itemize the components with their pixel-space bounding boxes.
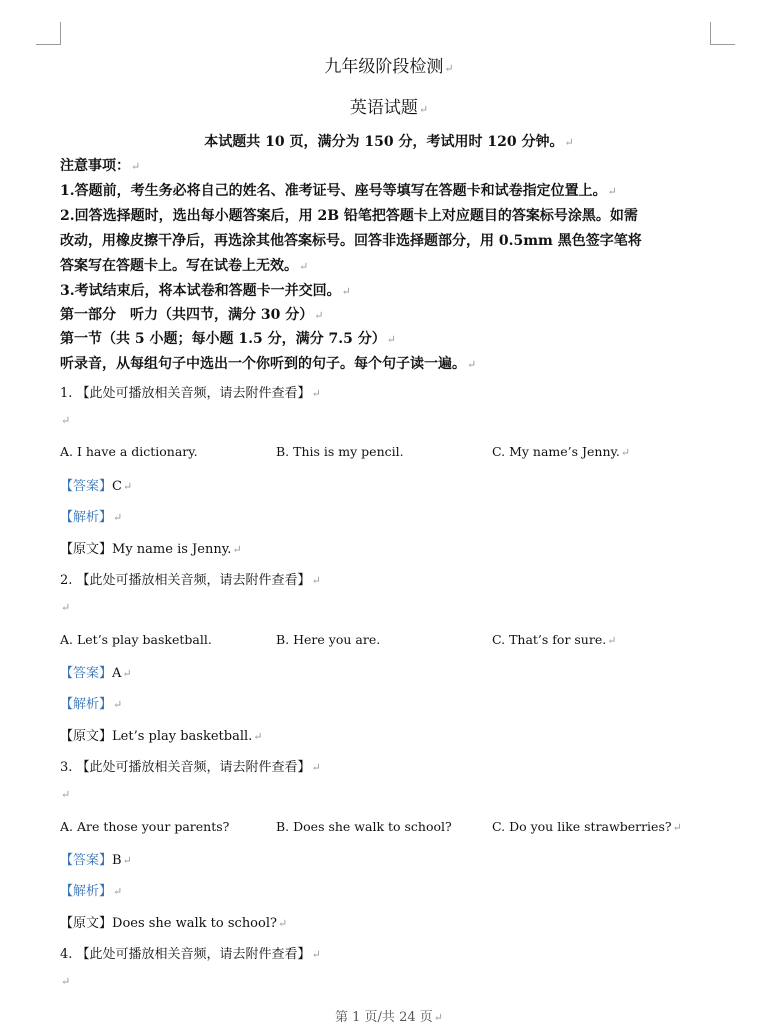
option-c: C. My name’s Jenny.↵ — [492, 444, 631, 459]
option-a: A. Let’s play basketball. — [60, 632, 212, 647]
paragraph-mark-icon: ↵ — [61, 601, 71, 614]
paragraph-mark-icon: ↵ — [61, 788, 71, 801]
paragraph-mark-icon: ↵ — [61, 414, 71, 427]
exam-info: 本试题共 10 页，满分为 150 分，考试用时 120 分钟。↵ — [204, 134, 574, 150]
analysis-line: 【解析】↵ — [60, 884, 123, 899]
paragraph-mark-icon: ↵ — [386, 333, 396, 346]
paragraph-mark-icon: ↵ — [299, 260, 309, 273]
paragraph-mark-icon: ↵ — [131, 160, 141, 173]
empty-paragraph — [60, 787, 70, 802]
analysis-line: 【解析】↵ — [60, 510, 123, 525]
question-audio: 2. 【此处可播放相关音频，请去附件查看】↵ — [60, 573, 321, 588]
notice-item: 改动，用橡皮擦干净后，再选涂其他答案标号。回答非选择题部分，用 0.5mm 黑色签字笔将 — [60, 233, 642, 249]
question-audio: 4. 【此处可播放相关音频，请去附件查看】↵ — [60, 947, 321, 962]
corner-mark-top-left — [36, 22, 61, 45]
option-b: B. Does she walk to school? — [276, 819, 452, 834]
paragraph-mark-icon: ↵ — [277, 917, 288, 930]
notice-item: 1.答题前，考生务必将自己的姓名、准考证号、座号等填写在答题卡和试卷指定位置上。↵ — [60, 183, 617, 199]
paragraph-mark-icon: ↵ — [232, 543, 242, 556]
paragraph-mark-icon: ↵ — [314, 309, 324, 322]
analysis-line: 【解析】↵ — [60, 697, 123, 712]
original-text-line: 【原文】Let’s play basketball.↵ — [60, 729, 263, 744]
original-text-line: 【原文】My name is Jenny.↵ — [60, 542, 242, 557]
paragraph-mark-icon: ↵ — [122, 854, 132, 867]
paragraph-mark-icon: ↵ — [253, 730, 263, 743]
paragraph-mark-icon: ↵ — [433, 1011, 443, 1024]
question-audio: 1. 【此处可播放相关音频，请去附件查看】↵ — [60, 386, 321, 401]
paragraph-mark-icon: ↵ — [311, 574, 321, 587]
paragraph-mark-icon: ↵ — [113, 885, 123, 898]
corner-mark-top-right — [710, 22, 735, 45]
page-number-footer: 第 1 页/共 24 页↵ — [335, 1010, 443, 1025]
paragraph-mark-icon: ↵ — [311, 387, 321, 400]
paragraph-mark-icon: ↵ — [122, 480, 133, 493]
notice-item: 3.考试结束后，将本试卷和答题卡一并交回。↵ — [60, 283, 351, 299]
option-b: B. This is my pencil. — [276, 444, 404, 459]
paragraph-mark-icon: ↵ — [61, 975, 71, 988]
notice-item: 2.回答选择题时，选出每小题答案后，用 2B 铅笔把答题卡上对应题目的答案标号涂黑。如需 — [60, 208, 638, 224]
section-heading: 第一节（共 5 小题；每小题 1.5 分，满分 7.5 分）↵ — [60, 331, 396, 347]
paragraph-mark-icon: ↵ — [607, 185, 617, 198]
answer-line: 【答案】C↵ — [60, 479, 133, 494]
original-text-line: 【原文】Does she walk to school?↵ — [60, 916, 288, 931]
paragraph-mark-icon: ↵ — [113, 698, 123, 711]
paragraph-mark-icon: ↵ — [311, 948, 321, 961]
section-instruction: 听录音，从每组句子中选出一个你听到的句子。每个句子读一遍。↵ — [60, 356, 477, 372]
subject-title: 英语试题↵ — [349, 98, 429, 118]
paragraph-mark-icon: ↵ — [672, 821, 682, 834]
option-c: C. Do you like strawberries?↵ — [492, 819, 682, 834]
option-b: B. Here you are. — [276, 632, 381, 647]
paragraph-mark-icon: ↵ — [311, 761, 321, 774]
empty-paragraph — [60, 974, 70, 989]
paragraph-mark-icon: ↵ — [122, 667, 132, 680]
notice-item: 答案写在答题卡上。写在试卷上无效。↵ — [60, 258, 309, 274]
paragraph-mark-icon: ↵ — [418, 103, 429, 116]
part-heading: 第一部分 听力（共四节，满分 30 分）↵ — [60, 307, 324, 323]
paragraph-mark-icon: ↵ — [607, 634, 617, 647]
paragraph-mark-icon: ↵ — [564, 136, 574, 149]
answer-line: 【答案】A↵ — [60, 666, 132, 681]
question-audio: 3. 【此处可播放相关音频，请去附件查看】↵ — [60, 760, 321, 775]
empty-paragraph — [60, 413, 70, 428]
paragraph-mark-icon: ↵ — [341, 285, 351, 298]
option-a: A. I have a dictionary. — [60, 444, 198, 459]
paragraph-mark-icon: ↵ — [113, 511, 123, 524]
paragraph-mark-icon: ↵ — [444, 62, 454, 75]
option-a: A. Are those your parents? — [60, 819, 230, 834]
option-c: C. That’s for sure.↵ — [492, 632, 617, 647]
document-title: 九年级阶段检测↵ — [324, 57, 454, 77]
paragraph-mark-icon: ↵ — [467, 358, 477, 371]
paragraph-mark-icon: ↵ — [620, 446, 631, 459]
notice-heading: 注意事项：↵ — [60, 158, 141, 174]
answer-line: 【答案】B↵ — [60, 853, 132, 868]
empty-paragraph — [60, 600, 70, 615]
